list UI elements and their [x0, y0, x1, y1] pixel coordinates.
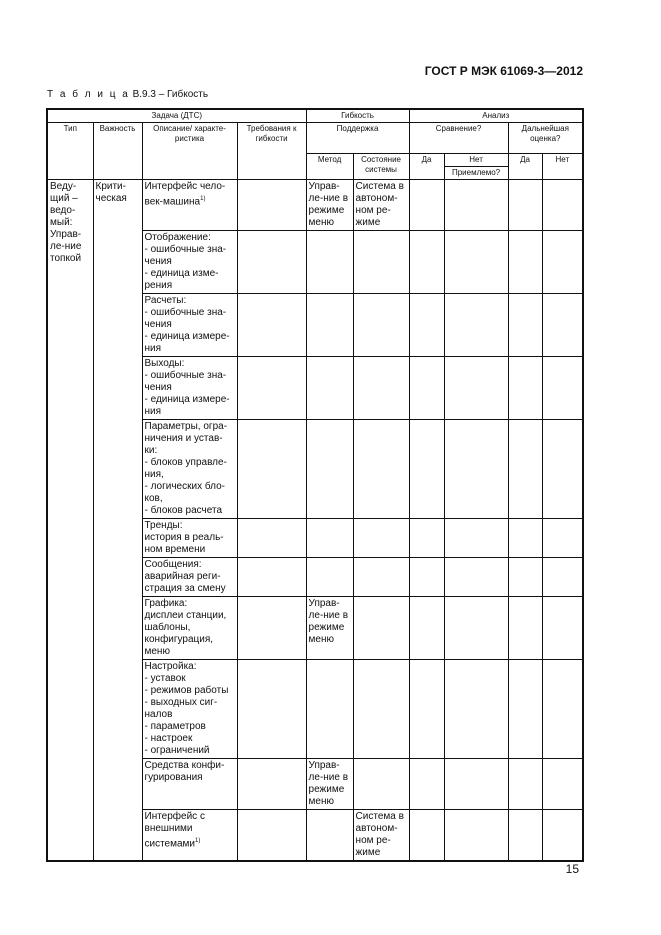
cell-desc: Параметры, огра-ничения и устав-ки: - блоков управле-ния, - логических бло-ков, - блоков расчета	[142, 420, 237, 519]
cell-method: Управ-ле-ние в режиме меню	[306, 180, 353, 231]
cell-req	[237, 180, 306, 231]
cell-method	[306, 231, 353, 294]
col-description: Описание/ характе-ристика	[142, 123, 237, 180]
cell-state	[353, 357, 409, 420]
cell-method	[306, 519, 353, 558]
cell-state	[353, 420, 409, 519]
cell-state	[353, 660, 409, 759]
col-state: Состояние системы	[353, 154, 409, 180]
cell-desc: Отображение: - ошибочные зна-чения - единица изме-рения	[142, 231, 237, 294]
cell-importance: Крити-ческая	[93, 180, 142, 862]
page-number: 15	[565, 862, 579, 876]
cell-method	[306, 660, 353, 759]
col-further: Дальнейшая оценка?	[508, 123, 583, 154]
caption-label: Т а б л и ц а	[47, 89, 130, 100]
col-yes2: Да	[508, 154, 542, 180]
col-no2: Нет	[542, 154, 583, 180]
desc-text: Интерфейс чело-век-машина	[144, 181, 226, 208]
col-no: Нет	[444, 154, 508, 167]
cell-method	[306, 420, 353, 519]
desc-text: Интерфейс с внешними системами	[144, 811, 205, 850]
header-row-2	[47, 123, 583, 154]
col-comparison: Сравнение?	[409, 123, 508, 154]
cell-method	[306, 558, 353, 597]
cell-state	[353, 558, 409, 597]
cell-type: Веду-щий – ведо-мый: Управ-ле-ние топкой	[47, 180, 93, 862]
col-flexibility: Гибкость	[306, 109, 409, 123]
footnote-mark: 1)	[195, 838, 201, 844]
cell-state	[353, 231, 409, 294]
header-row-1	[47, 109, 583, 123]
cell-desc	[142, 180, 237, 231]
cell-method	[306, 810, 353, 862]
table-caption	[47, 89, 208, 100]
caption-title: Гибкость	[167, 89, 209, 100]
col-type: Тип	[47, 123, 93, 180]
col-requirements: Требования к гибкости	[237, 123, 306, 180]
cell-desc: Сообщения: аварийная реги-страция за смену	[142, 558, 237, 597]
cell-state	[353, 597, 409, 660]
col-method: Метод	[306, 154, 353, 180]
col-support: Поддержка	[306, 123, 409, 154]
col-yes: Да	[409, 154, 444, 180]
table-row	[47, 180, 583, 231]
cell-method: Управ-ле-ние в режиме меню	[306, 597, 353, 660]
cell-desc: Расчеты: - ошибочные зна-чения - единица измере-ния	[142, 294, 237, 357]
cell-desc	[142, 810, 237, 862]
cell-desc: Выходы: - ошибочные зна-чения - единица измере-ния	[142, 357, 237, 420]
flexibility-table	[46, 108, 584, 862]
cell-state	[353, 759, 409, 810]
col-importance: Важность	[93, 123, 142, 180]
cell-state: Система в автоном-ном ре-жиме	[353, 180, 409, 231]
cell-desc: Графика: дисплеи станции, шаблоны, конфигурация, меню	[142, 597, 237, 660]
caption-number: В.9.3	[132, 89, 156, 100]
footnote-mark: 1)	[200, 196, 206, 202]
col-acceptable: Приемлемо?	[444, 167, 508, 180]
cell-method	[306, 294, 353, 357]
cell-desc: Тренды: история в реаль-ном времени	[142, 519, 237, 558]
col-analysis: Анализ	[409, 109, 583, 123]
cell-desc: Средства конфи-гурирования	[142, 759, 237, 810]
standard-designation: ГОСТ Р МЭК 61069-3—2012	[424, 64, 583, 78]
cell-state	[353, 519, 409, 558]
caption-dash: –	[158, 89, 165, 100]
cell-desc: Настройка: - уставок - режимов работы - выходных сиг-налов - параметров - настроек - ограничений	[142, 660, 237, 759]
cell-state: Система в автоном-ном ре-жиме	[353, 810, 409, 862]
col-task: Задача (ДТС)	[47, 109, 306, 123]
cell-state	[353, 294, 409, 357]
cell-method: Управ-ле-ние в режиме меню	[306, 759, 353, 810]
cell-method	[306, 357, 353, 420]
